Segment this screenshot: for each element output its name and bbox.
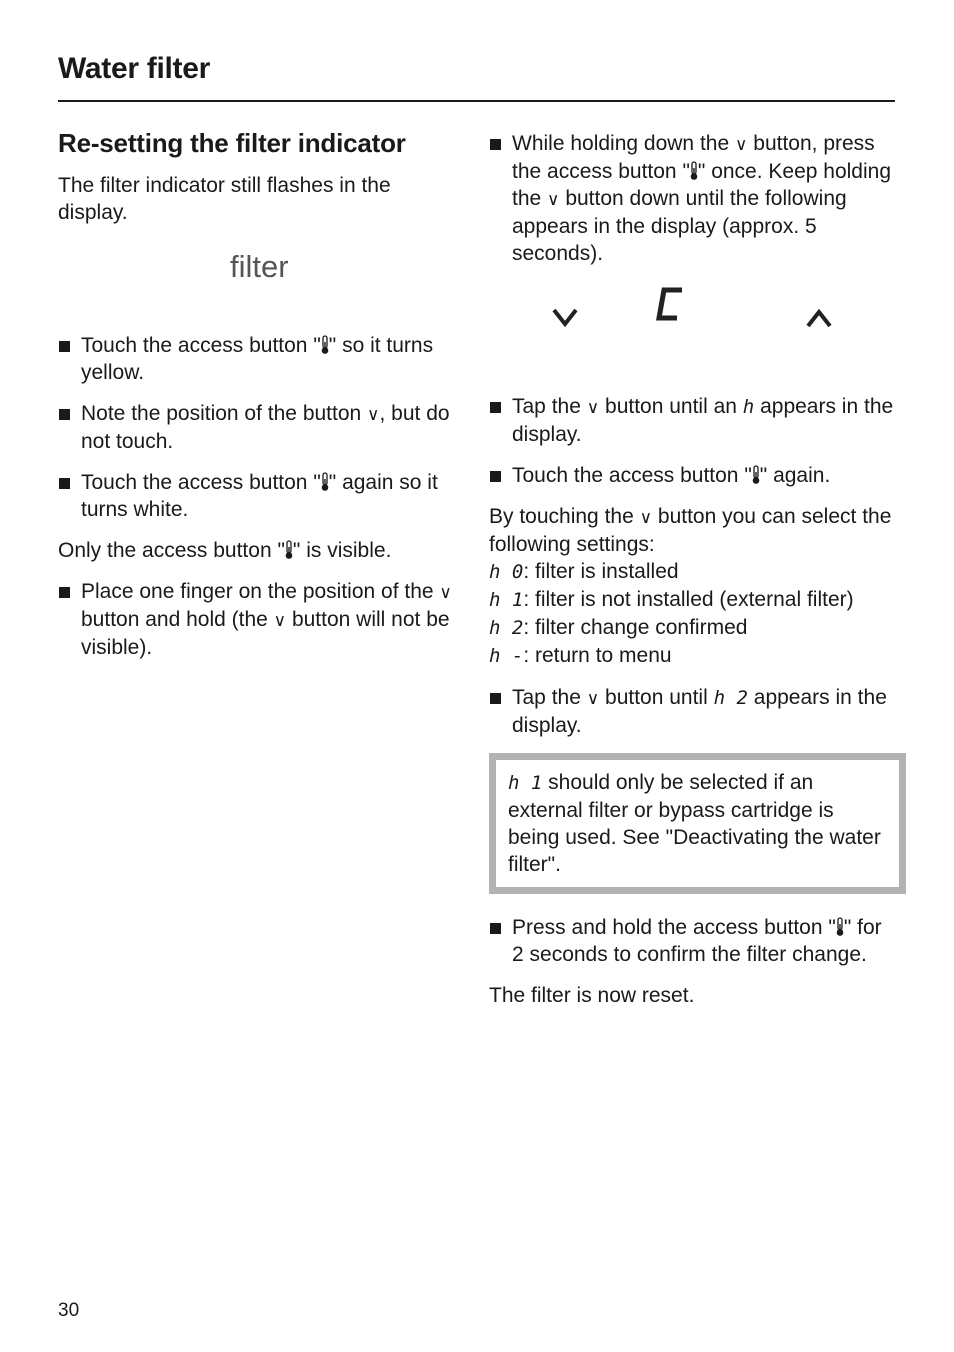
list-item: While holding down the ∨ button, press the access button " " once. Keep holding the ∨ button down until the following appears in the display (approx. 5 seconds). <box>489 130 899 267</box>
thermometer-icon <box>285 540 293 560</box>
thermometer-icon <box>321 335 329 355</box>
down-button-icon: ∨ <box>734 135 748 154</box>
display-symbols <box>489 281 899 383</box>
intro-text: The filter indicator still flashes in the display. <box>58 174 391 224</box>
left-column <box>58 128 460 675</box>
list-item: Place one finger on the position of the ∨ button and hold (the ∨ button will not be visible). <box>58 578 460 661</box>
title-rule <box>58 100 895 102</box>
bullet-list-1 <box>58 332 460 523</box>
thermometer-icon <box>836 917 844 937</box>
setting-item: h 1: filter is not installed (external filter) <box>489 588 854 611</box>
list-item: Press and hold the access button " " for 2 seconds to confirm the filter change. <box>489 914 899 968</box>
down-button-icon: ∨ <box>586 689 600 708</box>
bullet-list-5 <box>489 684 899 739</box>
setting-item: h 0: filter is installed <box>489 560 679 583</box>
list-item: Touch the access button " " so it turns yellow. <box>58 332 460 386</box>
bullet-list-6 <box>489 914 899 968</box>
down-button-icon: ∨ <box>547 190 560 209</box>
settings-list <box>489 558 899 670</box>
down-button-icon: ∨ <box>639 508 653 527</box>
thermometer-icon <box>321 472 329 492</box>
display-filter-word: filter <box>230 249 289 284</box>
select-intro: By touching the ∨ button you can select the following settings: <box>489 505 892 556</box>
display-code: h 2 <box>713 687 748 709</box>
section-heading: Re-setting the filter indicator <box>58 128 406 158</box>
page-title: Water filter <box>58 52 210 85</box>
chevron-down-icon <box>552 307 578 327</box>
down-button-icon: ∨ <box>367 405 380 424</box>
display-code: h <box>742 396 755 418</box>
list-item: Touch the access button " " again. <box>489 462 899 489</box>
display-code: h 1 <box>508 772 543 794</box>
bullet-list-3 <box>489 130 899 267</box>
down-button-icon: ∨ <box>439 583 452 602</box>
thermometer-icon <box>690 161 698 181</box>
setting-item: h 2: filter change confirmed <box>489 616 748 639</box>
chevron-up-icon <box>806 309 832 329</box>
bullet-list-2 <box>58 578 460 661</box>
bullet-list-4 <box>489 393 899 489</box>
note-box <box>489 753 906 894</box>
visible-text: Only the access button " " is visible. <box>58 539 392 562</box>
list-item: Tap the ∨ button until an h appears in the display. <box>489 393 899 448</box>
right-column <box>489 130 899 1023</box>
list-item: Note the position of the button ∨, but do not touch. <box>58 400 460 455</box>
down-button-icon: ∨ <box>586 398 600 417</box>
down-button-icon: ∨ <box>273 611 287 630</box>
thermometer-icon <box>752 465 760 485</box>
list-item: Touch the access button " " again so it turns white. <box>58 469 460 523</box>
setting-item: h -: return to menu <box>489 644 672 667</box>
note-text: should only be selected if an external filter or bypass cartridge is being used. See "Deactivating the water filter". <box>508 771 881 876</box>
display-code-c-icon <box>655 287 685 321</box>
list-item: Tap the ∨ button until h 2 appears in the display. <box>489 684 899 739</box>
page-number: 30 <box>58 1300 80 1321</box>
closing-text: The filter is now reset. <box>489 984 695 1007</box>
